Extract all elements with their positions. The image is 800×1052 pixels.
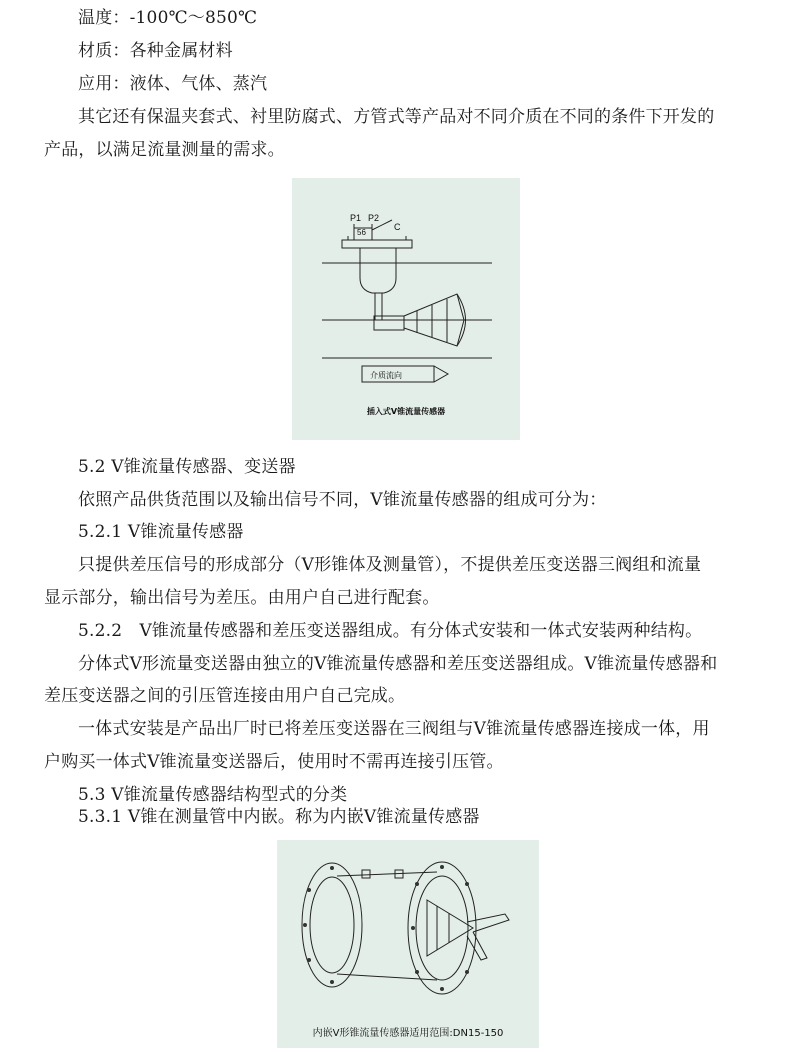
text-line xyxy=(0,521,800,543)
section-heading: 5.3.1 V锥在测量管中内嵌。称为内嵌V锥流量传感器 xyxy=(78,807,480,827)
label-p2: P2 xyxy=(368,213,380,223)
paragraph-text: 产品，以满足流量测量的需求。 xyxy=(44,140,285,160)
paragraph-text: 其它还有保温夹套式、衬里防腐式、方管式等产品对不同介质在不同的条件下开发的 xyxy=(78,107,715,127)
material-text: 材质：各种金属材料 xyxy=(78,41,233,61)
section-heading: 5.2 V锥流量传感器、变送器 xyxy=(78,457,296,477)
section-heading: 5.2.2 V锥流量传感器和差压变送器组成。有分体式安装和一体式安装两种结构。 xyxy=(78,621,703,641)
insertion-v-cone-figure xyxy=(292,178,520,440)
text-line xyxy=(0,73,800,95)
text-line xyxy=(0,106,800,128)
text-line xyxy=(0,489,800,511)
paragraph-text: 一体式安装是产品出厂时已将差压变送器在三阀组与V锥流量传感器连接成一体，用 xyxy=(78,719,710,739)
text-line xyxy=(0,718,800,740)
text-line xyxy=(0,139,800,161)
section-heading: 5.2.1 V锥流量传感器 xyxy=(78,522,244,542)
paragraph-text: 差压变送器之间的引压管连接由用户自己完成。 xyxy=(44,686,406,706)
figure-caption: 内嵌V形锥流量传感器适用范围:DN15-150 xyxy=(312,1028,504,1039)
label-dimension: 56 xyxy=(357,228,366,237)
text-line xyxy=(0,653,800,675)
embedded-v-cone-diagram xyxy=(277,840,539,1048)
paragraph-text: 户购买一体式V锥流量变送器后，使用时不需再连接引压管。 xyxy=(44,752,504,772)
text-line xyxy=(0,751,800,773)
text-line xyxy=(0,587,800,609)
text-line xyxy=(0,554,800,576)
text-line xyxy=(0,7,800,29)
text-line xyxy=(0,40,800,62)
text-line xyxy=(0,620,800,642)
paragraph-text: 显示部分，输出信号为差压。由用户自己进行配套。 xyxy=(44,588,440,608)
paragraph-text: 只提供差压信号的形成部分（V形锥体及测量管），不提供差压变送器三阀组和流量 xyxy=(78,555,702,575)
paragraph-text: 分体式V形流量变送器由独立的V锥流量传感器和差压变送器组成。V锥流量传感器和 xyxy=(78,654,718,674)
temperature-text: 温度：-100℃～850℃ xyxy=(78,8,258,28)
insertion-v-cone-diagram xyxy=(292,178,520,440)
text-line xyxy=(0,456,800,478)
flow-direction-label: 介质流向 xyxy=(370,371,402,380)
text-line xyxy=(0,806,800,828)
label-c: C xyxy=(394,222,401,232)
text-line xyxy=(0,685,800,707)
paragraph-text: 依照产品供货范围以及输出信号不同，V锥流量传感器的组成可分为： xyxy=(78,490,607,510)
application-text: 应用：液体、气体、蒸汽 xyxy=(78,74,268,94)
label-p1: P1 xyxy=(350,213,362,223)
figure-caption: 插入式V锥流量传感器 xyxy=(366,407,446,416)
embedded-v-cone-figure xyxy=(277,840,539,1048)
section-heading: 5.3 V锥流量传感器结构型式的分类 xyxy=(78,785,348,805)
text-line xyxy=(0,784,800,806)
